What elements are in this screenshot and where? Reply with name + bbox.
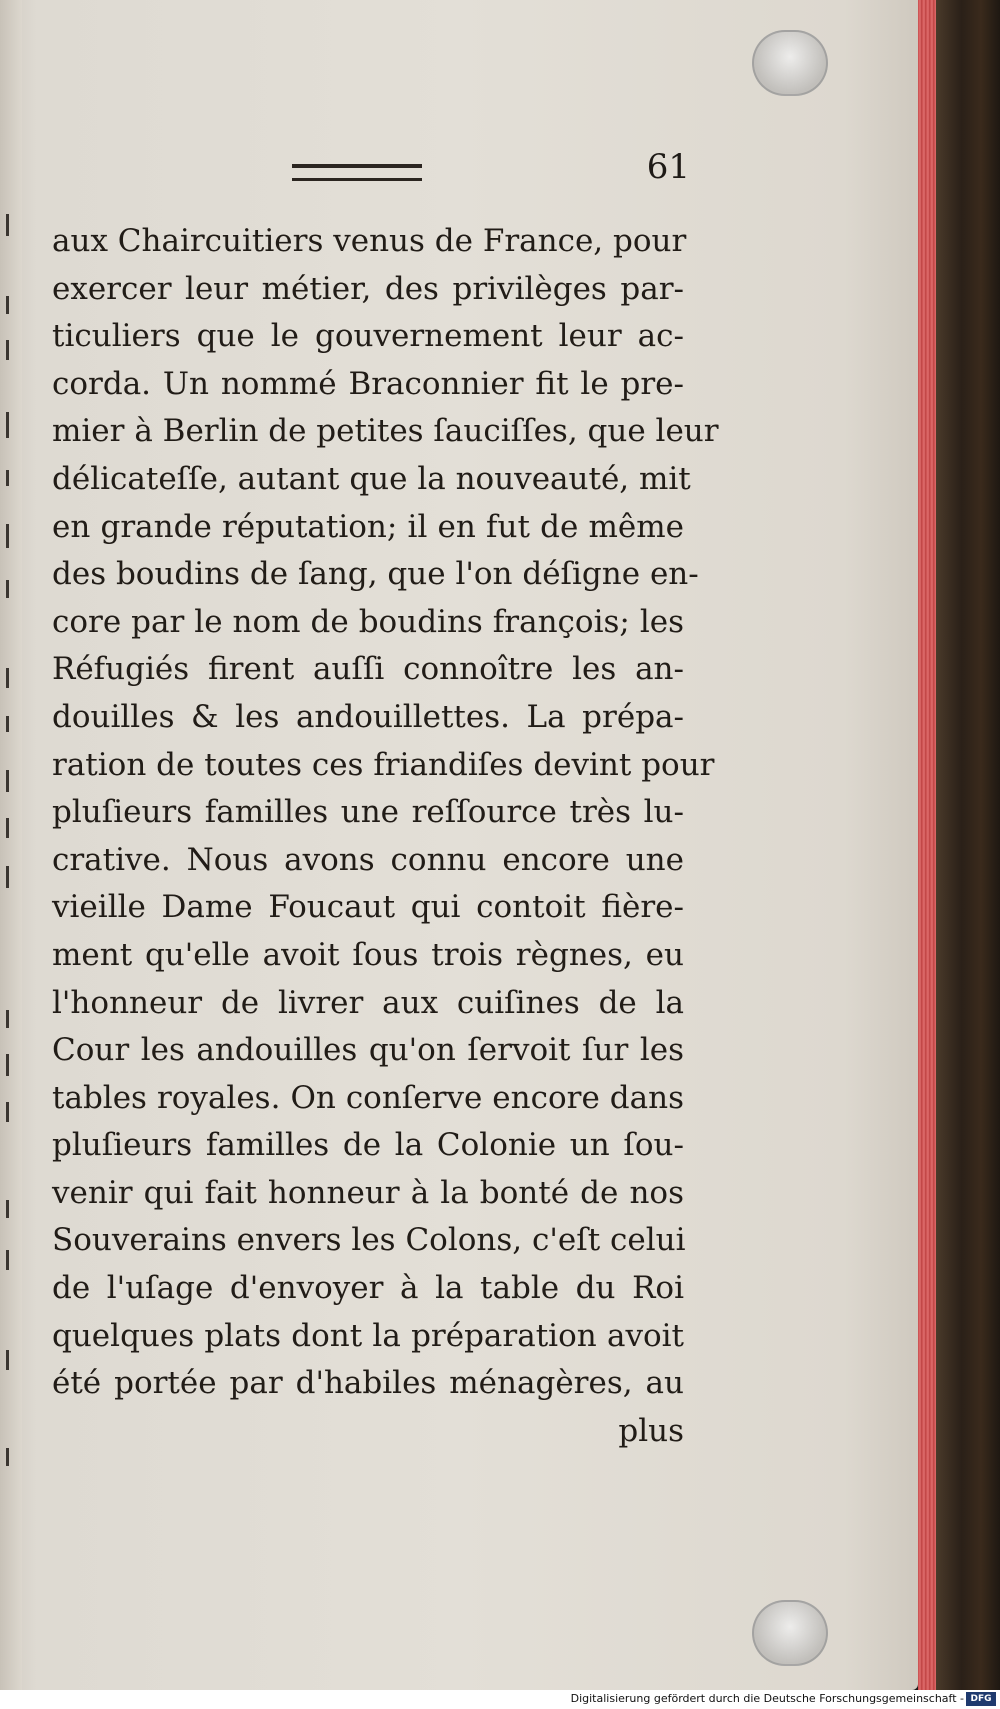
text-line: vieille Dame Foucaut qui contoit fière-: [52, 889, 684, 926]
gutter-mark: [6, 470, 9, 486]
text-line: quelques plats dont la préparation avoit: [52, 1317, 684, 1354]
text-line: ration de toutes ces friandiſes devint pour: [52, 746, 715, 783]
text-line: pluſieurs familles une reſſource très lu-: [52, 794, 684, 831]
text-line: en grande réputation; il en fut de même: [52, 508, 684, 545]
catchword: plus: [618, 1412, 684, 1449]
text-line: ment qu'elle avoit ſous trois règnes, eu: [52, 936, 684, 973]
body-text: [52, 218, 719, 1455]
gutter-mark: [6, 1448, 9, 1466]
text-line: douilles & les andouillettes. La prépa-: [52, 698, 684, 735]
gutter-mark: [6, 1010, 9, 1028]
text-line: pluſieurs familles de la Colonie un ſou-: [52, 1127, 684, 1164]
gutter-mark: [6, 668, 9, 688]
gutter-mark: [6, 296, 9, 314]
page-number: 61: [646, 147, 690, 187]
gutter-mark: [6, 214, 9, 236]
text-line: des boudins de ſang, que l'on déſigne en-: [52, 556, 699, 593]
text-line: été portée par d'habiles ménagères, au: [52, 1365, 684, 1402]
text-line: core par le nom de boudins françois; les: [52, 603, 684, 640]
gutter-mark: [6, 1102, 9, 1122]
text-line: délicateſſe, autant que la nouveauté, mit: [52, 460, 691, 497]
gutter-mark: [6, 1200, 9, 1218]
text-line: crative. Nous avons connu encore une: [52, 841, 684, 878]
text-line: de l'uſage d'envoyer à la table du Roi: [52, 1270, 684, 1307]
text-line: l'honneur de livrer aux cuiſines de la: [52, 984, 684, 1021]
gutter-mark: [6, 524, 9, 548]
dfg-logo: DFG: [966, 1692, 996, 1706]
text-line: tables royales. On conſerve encore dans: [52, 1079, 684, 1116]
text-line: Réfugiés firent auſſi connoître les an-: [52, 651, 684, 688]
text-line: corda. Un nommé Braconnier fit le pre-: [52, 365, 684, 402]
gutter-mark: [6, 770, 9, 792]
book-cover-marbled: [936, 0, 1000, 1690]
gutter-mark: [6, 866, 9, 888]
gutter-mark: [6, 1250, 9, 1270]
footer-credit: Digitalisierung gefördert durch die Deutsche Forschungsgemeinschaft -: [570, 1692, 964, 1705]
text-line: aux Chaircuitiers venus de France, pour: [52, 223, 687, 259]
gutter-mark: [6, 340, 9, 360]
text-line: Cour les andouilles qu'on ſervoit ſur les: [52, 1032, 684, 1069]
text-line: venir qui fait honneur à la bonté de nos: [52, 1174, 684, 1211]
text-line: ticuliers que le gouvernement leur ac-: [52, 318, 684, 355]
gutter-mark: [6, 716, 9, 732]
gutter-mark: [6, 580, 9, 598]
gutter-mark: [6, 1350, 9, 1370]
glass-page-clip-bottom: [752, 1600, 828, 1666]
header-double-rule: [292, 164, 422, 181]
text-line: exercer leur métier, des privilèges par-: [52, 270, 684, 307]
text-line: Souverains envers les Colons, c'eſt celui: [52, 1222, 686, 1259]
text-line: mier à Berlin de petites ſauciſſes, que leur: [52, 413, 719, 450]
gutter-mark: [6, 818, 9, 838]
red-page-edges: [918, 0, 936, 1690]
gutter-mark: [6, 412, 9, 438]
gutter-mark: [6, 1054, 9, 1076]
glass-page-clip-top: [752, 30, 828, 96]
gutter-previous-page: [0, 0, 22, 1690]
